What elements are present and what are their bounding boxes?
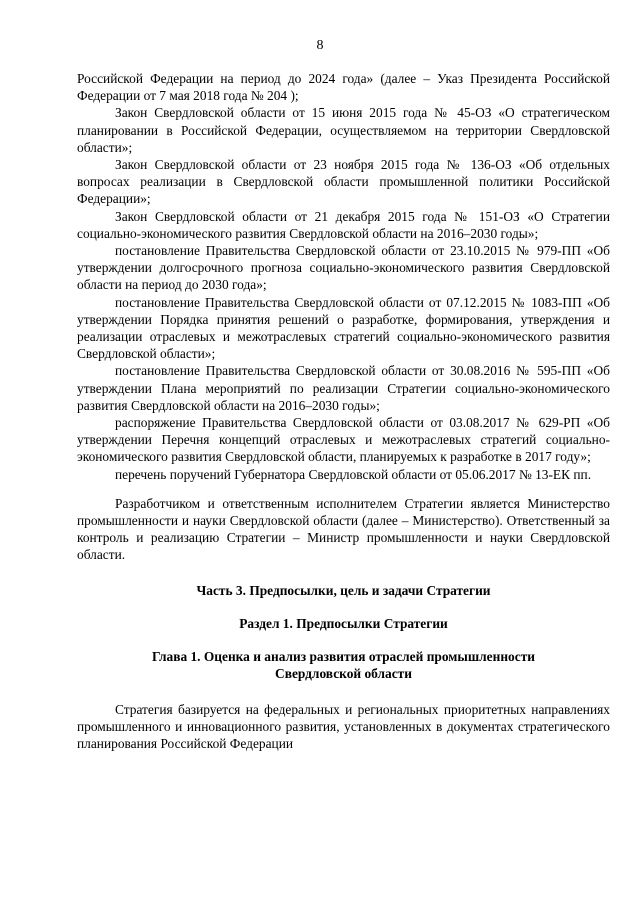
legal-basis-item: Закон Свердловской области от 21 декабря 2015 года № 151-ОЗ «О Стратегии социально-экономического развития Свердловской области на 2016–2030 годы»; bbox=[77, 208, 610, 241]
legal-basis-item: распоряжение Правительства Свердловской области от 03.08.2017 № 629-РП «Об утверждении Перечня концепций отраслевых и межотраслевых стратегий социально-экономического развития Свердловской области, планируемых к разработке в 2017 году»; bbox=[77, 415, 610, 465]
legal-basis-item: Закон Свердловской области от 23 ноября 2015 года № 136-ОЗ «Об отдельных вопросах реализации в Свердловской области промышленной политики Российской Федерации»; bbox=[77, 157, 610, 207]
page-number: 8 bbox=[316, 38, 324, 53]
legal-basis-list bbox=[77, 70, 610, 483]
section-heading: Раздел 1. Предпосылки Стратегии bbox=[239, 615, 448, 631]
legal-basis-item: перечень поручений Губернатора Свердловской области от 05.06.2017 № 13-ЕК пп. bbox=[115, 466, 592, 482]
legal-basis-item: Закон Свердловской области от 15 июня 2015 года № 45-ОЗ «О стратегическом планировании в Российской Федерации, осуществляемом на территории Свердловской области»; bbox=[77, 105, 610, 155]
chapter-heading bbox=[77, 648, 610, 682]
legal-basis-item: постановление Правительства Свердловской области от 23.10.2015 № 979-ПП «Об утверждении долгосрочного прогноза социально-экономического развития Свердловской области на период до 2030 года»; bbox=[77, 243, 610, 293]
legal-basis-item: постановление Правительства Свердловской области от 30.08.2016 № 595-ПП «Об утверждении Плана мероприятий по реализации Стратегии социально-экономического развития Свердловской области на 2016–2030 годы»; bbox=[77, 363, 610, 413]
part-heading: Часть 3. Предпосылки, цель и задачи Стратегии bbox=[196, 582, 491, 598]
document-body bbox=[77, 70, 610, 752]
chapter-heading-line-2: Свердловской области bbox=[275, 666, 412, 682]
developer-paragraph: Разработчиком и ответственным исполнителем Стратегии является Министерство промышленности и науки Свердловской области (далее – Министерство). Ответственный за контроль и реализацию Стратегии – Министр промышленности и науки Свердловской области. bbox=[77, 495, 610, 563]
chapter-heading-line-1: Глава 1. Оценка и анализ развития отраслей промышленности bbox=[152, 649, 535, 665]
legal-basis-item: постановление Правительства Свердловской области от 07.12.2015 № 1083-ПП «Об утверждении Порядка принятия решений о разработке, формирования, утверждения и реализации отраслевых и межотраслевых стратегий социально-экономического развития Свердловской области»; bbox=[77, 294, 610, 362]
legal-basis-item: Российской Федерации на период до 2024 года» (далее – Указ Президента Российской Федерации от 7 мая 2018 года № 204 ); bbox=[77, 71, 610, 104]
final-paragraph: Стратегия базируется на федеральных и региональных приоритетных направлениях промышленного и инновационного развития, установленных в документах стратегического планирования Российской Федерации bbox=[77, 701, 610, 751]
